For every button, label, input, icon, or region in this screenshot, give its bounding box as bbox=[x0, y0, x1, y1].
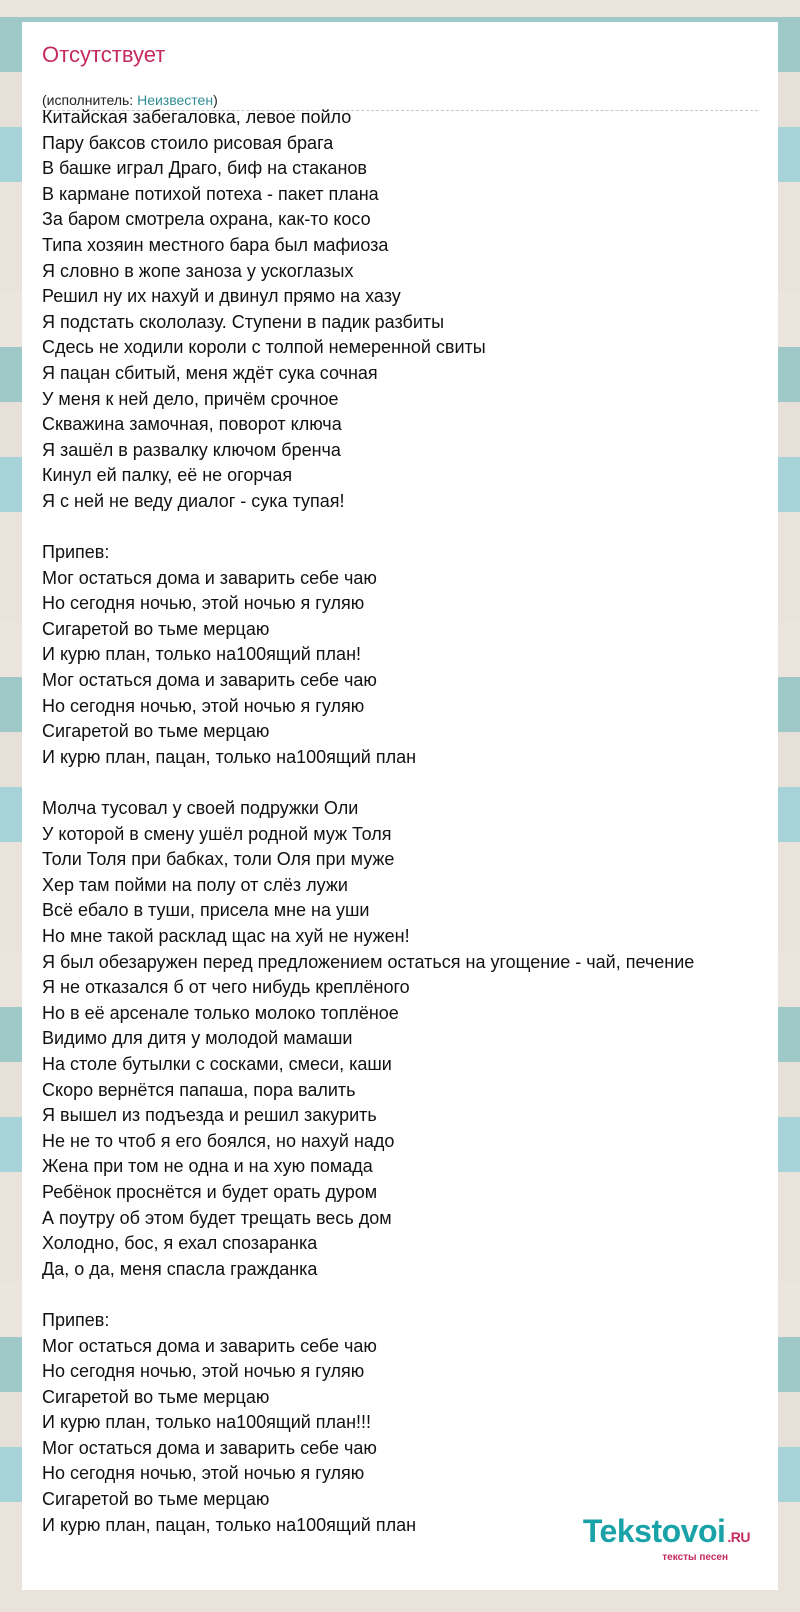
lyric-line: И курю план, пацан, только на100ящий план bbox=[42, 746, 417, 767]
lyric-line: Ребёнок проснётся и будет орать дуром bbox=[42, 1181, 378, 1202]
song-title: Отсутствует bbox=[42, 42, 166, 67]
site-logo[interactable] bbox=[530, 1513, 750, 1564]
lyric-line: Кинул ей палку, её не огорчая bbox=[42, 465, 293, 486]
lyric-line: Но сегодня ночью, этой ночью я гуляю bbox=[42, 1361, 365, 1382]
lyric-line: Но сегодня ночью, этой ночью я гуляю bbox=[42, 695, 365, 716]
lyric-line: Я был обезаружен перед предложением остаться на угощение - чай, печение bbox=[42, 951, 695, 972]
lyric-line: Хер там пойми на полу от слёз лужи bbox=[42, 874, 348, 895]
lyric-line: Пару баксов стоило рисовая брага bbox=[42, 132, 334, 153]
lyric-line: В кармане потихой потеха - пакет плана bbox=[42, 183, 379, 204]
lyric-line: Сигаретой во тьме мерцаю bbox=[42, 618, 270, 639]
lyric-line: Молча тусовал у своей подружки Оли bbox=[42, 798, 359, 819]
lyrics-card bbox=[22, 22, 778, 1590]
lyric-line: Китайская забегаловка, левое пойло bbox=[42, 107, 352, 127]
logo-main-text: Tekstovoi bbox=[582, 1513, 726, 1549]
lyric-line: Припев: bbox=[42, 1309, 110, 1330]
lyric-line: Мог остаться дома и заварить себе чаю bbox=[42, 1437, 377, 1458]
lyric-line: Мог остаться дома и заварить себе чаю bbox=[42, 1335, 377, 1356]
lyric-line: Сигаретой во тьме мерцаю bbox=[42, 1386, 270, 1407]
lyric-line: Сигаретой во тьме мерцаю bbox=[42, 721, 270, 742]
artist-suffix: ) bbox=[213, 92, 218, 108]
lyric-line: Я пацан сбитый, меня ждёт сука сочная bbox=[42, 362, 378, 383]
logo-tagline: тексты песен bbox=[662, 1552, 728, 1563]
lyric-line: Я подстать скололазу. Ступени в падик разбиты bbox=[42, 311, 445, 332]
lyric-line: Но сегодня ночью, этой ночью я гуляю bbox=[42, 593, 365, 614]
artist-prefix: (исполнитель: bbox=[42, 92, 138, 108]
lyric-line: У меня к ней дело, причём срочное bbox=[42, 388, 339, 409]
lyric-line: Толи Толя при бабках, толи Оля при муже bbox=[42, 849, 395, 870]
lyric-line: Но в её арсенале только молоко топлёное bbox=[42, 1002, 399, 1023]
lyric-line: Я не отказался б от чего нибудь креплёного bbox=[42, 977, 410, 998]
lyric-line: Я словно в жопе заноза у ускоглазых bbox=[42, 260, 354, 281]
lyric-line: За баром смотрела охрана, как-то косо bbox=[42, 209, 371, 230]
lyric-line: Решил ну их нахуй и двинул прямо на хазу bbox=[42, 286, 401, 307]
lyric-line: Не не то чтоб я его боялся, но нахуй надо bbox=[42, 1130, 395, 1151]
lyric-line: И курю план, только на100ящий план!!! bbox=[42, 1412, 372, 1433]
lyric-line: В башке играл Драго, биф на стаканов bbox=[42, 158, 367, 179]
lyric-line: Холодно, бос, я ехал спозаранка bbox=[42, 1233, 318, 1254]
lyric-line: Типа хозяин местного бара был мафиоза bbox=[42, 234, 389, 255]
lyric-line: Скважина замочная, поворот ключа bbox=[42, 414, 342, 435]
header bbox=[42, 42, 758, 112]
lyric-line: Всё ебало в туши, присела мне на уши bbox=[42, 900, 370, 921]
lyric-line: Я с ней не веду диалог - сука тупая! bbox=[42, 490, 345, 511]
stanza-gap bbox=[42, 515, 772, 541]
lyric-line: И курю план, только на100ящий план! bbox=[42, 644, 362, 665]
lyric-line: А поутру об этом будет трещать весь дом bbox=[42, 1207, 392, 1228]
lyrics-body bbox=[42, 105, 772, 1538]
lyric-line: Но мне такой расклад щас на хуй не нужен! bbox=[42, 926, 410, 946]
stanza-gap bbox=[42, 1282, 772, 1308]
lyric-line: Я вышел из подъезда и решил закурить bbox=[42, 1105, 377, 1126]
lyric-line: Скоро вернётся папаша, пора валить bbox=[42, 1079, 356, 1100]
lyric-line: Видимо для дитя у молодой мамаши bbox=[42, 1028, 353, 1049]
lyric-line: Но сегодня ночью, этой ночью я гуляю bbox=[42, 1463, 365, 1484]
lyric-line: Сигаретой во тьме мерцаю bbox=[42, 1489, 270, 1510]
lyric-line: Сдесь не ходили короли с толпой немеренной свиты bbox=[42, 337, 486, 358]
lyric-line: Жена при том не одна и на хую помада bbox=[42, 1156, 373, 1177]
lyric-line: Припев: bbox=[42, 542, 110, 563]
lyric-line: Мог остаться дома и заварить себе чаю bbox=[42, 670, 377, 691]
lyric-line: На столе бутылки с сосками, смеси, каши bbox=[42, 1053, 392, 1074]
lyric-line: Да, о да, меня спасла гражданка bbox=[42, 1258, 318, 1279]
lyric-line: И курю план, пацан, только на100ящий план bbox=[42, 1514, 417, 1535]
lyric-line: Я зашёл в развалку ключом бренча bbox=[42, 439, 341, 460]
stanza-gap bbox=[42, 770, 772, 796]
artist-link[interactable]: Неизвестен bbox=[137, 92, 214, 108]
lyric-line: Мог остаться дома и заварить себе чаю bbox=[42, 567, 377, 588]
logo-wordmark bbox=[530, 1513, 750, 1552]
logo-tld: .RU bbox=[727, 1529, 750, 1545]
lyric-line: У которой в смену ушёл родной муж Толя bbox=[42, 823, 392, 844]
